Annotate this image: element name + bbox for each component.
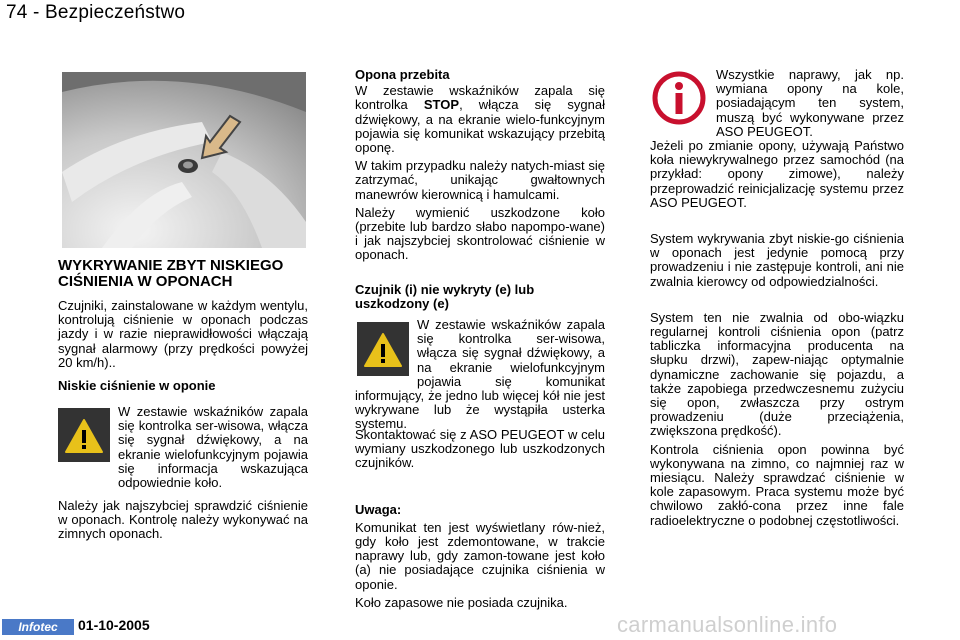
spare-wheel-paragraph: Koło zapasowe nie posiada czujnika. [355, 594, 568, 610]
system-aid-paragraph: System wykrywania zbyt niskie-go ciśnienia w oponach jest jedynie pomocą przy prowadzeniu i nie zastępuje kontroli, ani nie zwalnia kierowcy od odpowiedzialności. [650, 231, 904, 289]
outro-paragraph: Należy jak najszybciej sprawdzić ciśnienie w oponach. Kontrolę należy wykonywać na zimnych oponach. [58, 498, 308, 542]
stop-immediately-paragraph: W takim przypadku należy natych-miast się zatrzymać, unikając gwałtownych manewrów kierownicą i hamulcami. [355, 158, 605, 202]
column-2-top [355, 68, 605, 311]
regular-check-paragraph: System ten nie zwalnia od obo-wiązku regularnej kontroli ciśnienia opon (patrz tabliczka informacyjna producenta na słupku drzwi), zapew-niając optymalnie dynamiczne zachowanie się pojazdu, a także zapobiega przedwczesnemu zużyciu się opon, zwłaszcza przy ostrym prowadzeniu (duże przeciążenia, zwiększona prędkość). [650, 309, 904, 439]
sensor-fault-warning-box [355, 318, 605, 432]
sensor-fault-heading: Czujnik (i) nie wykryty (e) lub uszkodzony (e) [355, 281, 535, 311]
watermark: carmanualsonline.info [617, 612, 838, 637]
punctured-text-a: W zestawie wskaźników zapala się kontrolka [355, 83, 605, 113]
sensor-fault-warning-text: W zestawie wskaźników zapala się kontrolka ser-wisowa, włącza się sygnał dźwiękowy, a na ekranie wielofunkcyjnym pojawia się komunikat informujący, że jedno lub więcej kół nie jest wykrywane lub że wystąpiła usterka systemu. [355, 317, 605, 432]
info-text: Wszystkie naprawy, jak np. wymiana opony na kole, posiadającym ten system, muszą być wykonywane przez ASO PEUGEOT. [716, 67, 904, 139]
punctured-tyre-heading: Opona przebita [355, 67, 450, 82]
stop-label: STOP [423, 97, 460, 113]
tire-valve-photo [62, 72, 306, 248]
note-paragraph: Komunikat ten jest wyświetlany rów-nież, gdy koło jest zdemontowane, w trakcie naprawy lub, gdy zamon-towane jest koło (a) nie posiadające czujnika ciśnienia w oponie. [355, 519, 605, 592]
punctured-paragraph [355, 84, 605, 155]
cold-check-paragraph: Kontrola ciśnienia opon powinna być wykonywana na zimno, co najmniej raz w miesiącu. Należy sprawdzać ciśnienie w kole zapasowym. Praca systemu może być chwilowo zakłó-cona przez inne fale radioelektryczne o podobnej częstotliwości. [650, 441, 904, 528]
info-text-box [716, 68, 904, 139]
page-title: Bezpieczeństwo [45, 2, 186, 23]
punctured-text-b: , włącza się sygnał dźwiękowy, a na ekranie wielo-funkcyjnym pojawia się komunikat wskazujący przebitą oponę. [355, 97, 605, 156]
low-pressure-warning-text: W zestawie wskaźników zapala się kontrolka ser-wisowa, włącza się sygnał dźwiękowy, a na ekranie wielofunkcyjnym pojawia się informacja wskazująca odpowiednie koło. [118, 404, 308, 491]
section-heading: WYKRYWANIE ZBYT NISKIEGO CIŚNIENIA W OPONACH [58, 257, 284, 290]
warning-icon [58, 408, 110, 462]
column-2-bottom [355, 428, 605, 610]
page-number: 74 [6, 2, 28, 23]
wheel-image [62, 72, 306, 248]
column-1-outro [58, 499, 308, 542]
info-icon [651, 70, 707, 126]
page-header [6, 2, 185, 24]
replace-wheel-paragraph: Należy wymienić uszkodzone koło (przebite lub bardzo słabo napompo-wane) i jak najszybciej skontrolować ciśnienie w oponach. [355, 204, 605, 263]
intro-paragraph: Czujniki, zainstalowane w każdym wentylu, kontrolują ciśnienie w oponach podczas jazdy i w razie nieprawidłowości włączają sygnał alarmowy (przy prędkości powyżej 20 km/h).. [58, 298, 308, 370]
low-pressure-heading: Niskie ciśnienie w oponie [58, 378, 216, 394]
infotec-logo: Infotec [2, 619, 74, 635]
note-heading: Uwaga: [355, 501, 402, 517]
edition-date: 01-10-2005 [78, 617, 150, 633]
column-3 [650, 139, 904, 528]
column-1 [58, 258, 308, 393]
header-separator: - [33, 2, 40, 23]
low-pressure-warning-text-box [118, 405, 308, 490]
reinit-paragraph: Jeżeli po zmianie opony, używają Państwo koła niewykrywalnego przez samochód (na przykład: opony zimowe), należy przeprowadzić reinicjalizację systemu przez ASO PEUGEOT. [650, 138, 904, 210]
contact-aso-paragraph: Skontaktować się z ASO PEUGEOT w celu wymiany uszkodzonego lub uszkodzonych czujników. [355, 427, 605, 471]
